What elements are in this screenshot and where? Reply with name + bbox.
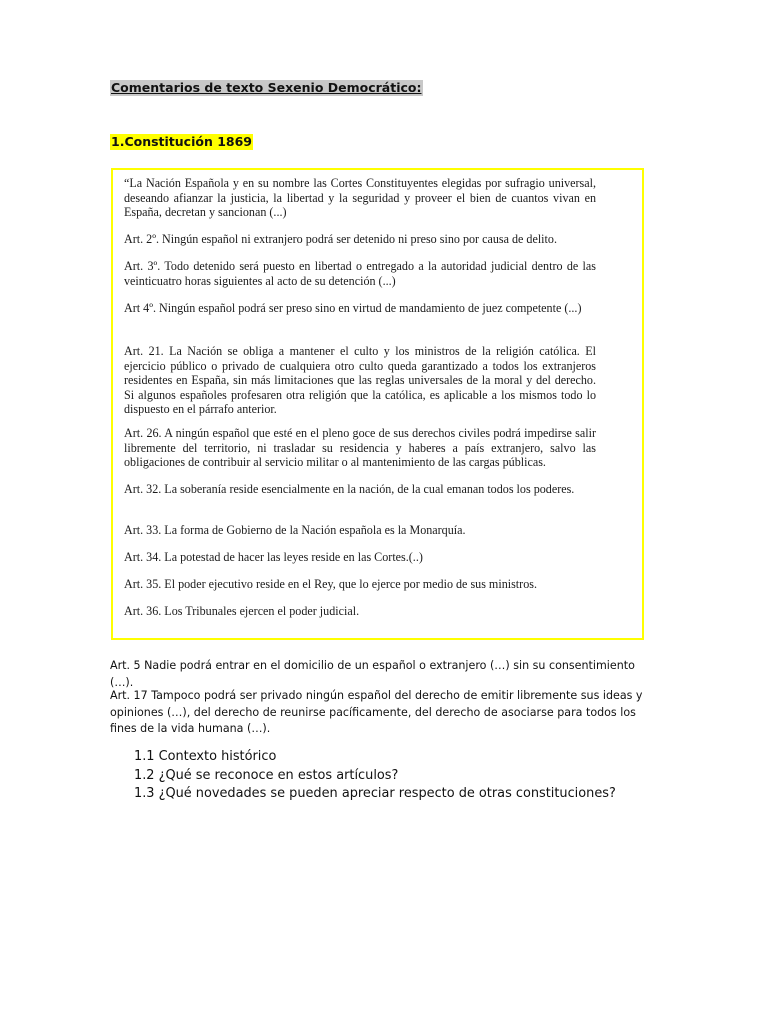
quote-article-35: Art. 35. El poder ejecutivo reside en el Rey, que lo ejerce por medio de sus ministros. <box>124 577 537 591</box>
question-item: 1.2 ¿Qué se reconoce en estos artículos? <box>134 767 399 783</box>
constitution-excerpt-box <box>111 168 644 640</box>
quote-article-26: Art. 26. A ningún español que esté en el pleno goce de sus derechos civiles podrá impedirse salir libremente del territorio, ni trasladar su residencia y haberes a país extranjero, salvo las obligaciones de contribuir al servicio militar o al mantenimiento de las cargas públicas. <box>124 426 596 470</box>
quote-article-3: Art. 3º. Todo detenido será puesto en libertad o entregado a la autoridad judicial dentro de las veinticuatro horas siguientes al acto de su detención (...) <box>124 259 596 288</box>
question-list <box>134 748 616 804</box>
article-5-text: Art. 5 Nadie podrá entrar en el domicilio de un español o extranjero (…) sin su consentimiento (…). <box>110 659 635 689</box>
quote-article-21: Art. 21. La Nación se obliga a mantener el culto y los ministros de la religión católica. El ejercicio público o privado de cualquiera otro culto queda garantizado a todos los extranjeros residentes en España, sin más limitaciones que las reglas universales de la moral y del derecho. Si algunos españoles profesaren otra religión que la católica, es aplicable a los mismos todo lo dispuesto en el párrafo anterior. <box>124 344 596 417</box>
quote-article-33: Art. 33. La forma de Gobierno de la Nación española es la Monarquía. <box>124 523 466 537</box>
document-title: Comentarios de texto Sexenio Democrático: <box>111 80 422 95</box>
quote-article-36: Art. 36. Los Tribunales ejercen el poder judicial. <box>124 604 360 618</box>
section-heading: 1.Constitución 1869 <box>111 134 253 149</box>
quote-article-2: Art. 2º. Ningún español ni extranjero podrá ser detenido ni preso sino por causa de delito. <box>124 232 557 246</box>
quote-article-4: Art 4º. Ningún español podrá ser preso sino en virtud de mandamiento de juez competente (...) <box>124 301 582 315</box>
article-17-text: Art. 17 Tampoco podrá ser privado ningún español del derecho de emitir libremente sus ideas y opiniones (…), del derecho de reunirse pacíficamente, del derecho de asociarse para todos los fines de la vida humana (…). <box>110 689 643 735</box>
quote-article-32: Art. 32. La soberanía reside esencialmente en la nación, de la cual emanan todos los poderes. <box>124 482 575 496</box>
quote-preamble: “La Nación Española y en su nombre las Cortes Constituyentes elegidas por sufragio universal, deseando afianzar la justicia, la libertad y la seguridad y proveer el bien de cuantos vivan en España, decretan y sancionan (...) <box>124 176 596 220</box>
question-item: 1.3 ¿Qué novedades se pueden apreciar respecto de otras constituciones? <box>134 786 616 801</box>
quote-article-34: Art. 34. La potestad de hacer las leyes reside en las Cortes.(..) <box>124 550 423 564</box>
question-item: 1.1 Contexto histórico <box>134 749 277 764</box>
